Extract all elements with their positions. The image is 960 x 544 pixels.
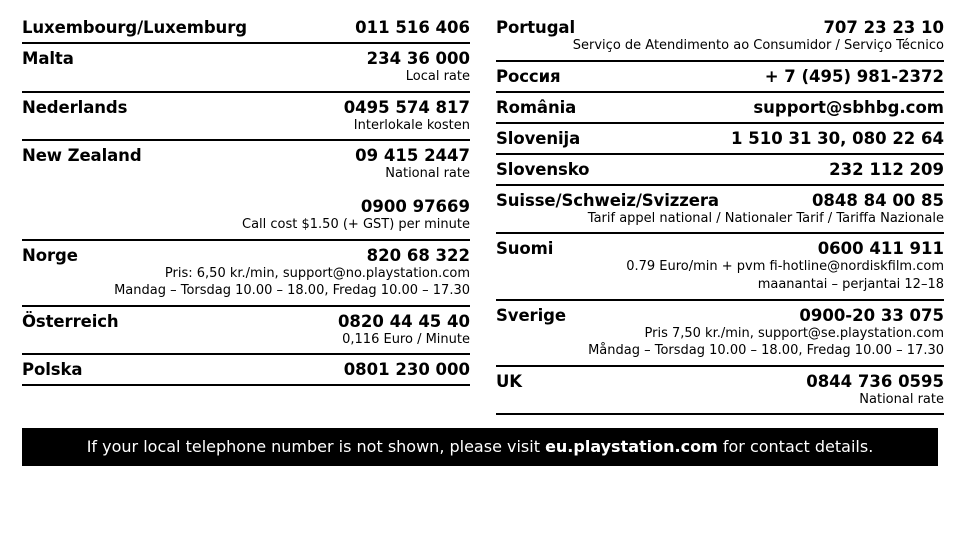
phone-number: 0848 84 00 85 [811,190,944,210]
footer-suffix-text: for contact details. [717,437,874,456]
phone-number: 0600 411 911 [817,239,944,259]
phone-number-secondary: 0900 97669 [360,196,470,216]
contact-row [22,312,470,331]
rate-note: Tarif appel national / Nationaler Tarif / Tariffa Nazionale [587,210,944,226]
hours-note: Måndag – Torsdag 10.00 – 18.00, Fredag 10.00 – 17.30 [588,343,944,359]
contact-entry [496,18,944,60]
contact-row [22,146,470,165]
contact-row [496,129,944,148]
left-column [22,18,470,386]
phone-number: 0844 736 0595 [806,371,944,391]
country-name: România [496,97,577,117]
contact-entry [22,139,470,238]
rate-note: Pris 7,50 kr./min, support@se.playstation.com [644,325,944,341]
contact-entry [22,353,470,384]
contact-row [22,18,470,37]
country-name: Suomi [496,239,554,259]
contact-row [22,49,470,68]
contact-entry [496,91,944,122]
country-name: New Zealand [22,146,142,166]
rate-note: 0.79 Euro/min + pvm fi-hotline@nordiskfilm.com [626,259,944,275]
rate-note-secondary: Call cost $1.50 (+ GST) per minute [242,216,470,232]
hours-note: maanantai – perjantai 12–18 [757,276,944,292]
phone-number: 234 36 000 [366,49,470,68]
phone-number: 0495 574 817 [343,97,470,117]
phone-number: 011 516 406 [355,18,470,37]
bottom-divider [22,384,470,386]
rate-note: 0,116 Euro / Minute [342,331,470,347]
contact-entry [496,60,944,91]
rate-note: Local rate [405,69,470,84]
contact-entry [22,42,470,91]
rate-note: National rate [385,166,470,182]
contact-row [496,160,944,179]
country-name: Sverige [496,305,566,325]
footer-website-link[interactable]: eu.playstation.com [545,437,718,456]
service-note: Serviço de Atendimento ao Consumidor / Serviço Técnico [572,38,944,53]
country-name: Malta [22,49,74,68]
contact-entry [22,305,470,354]
footer-prefix-text: If your local telephone number is not shown, please visit [86,437,546,456]
bottom-divider [496,413,944,415]
contact-entry [496,232,944,298]
right-column [496,18,944,415]
country-name: Slovensko [496,159,590,179]
contact-row [496,191,944,210]
phone-number: 0820 44 45 40 [337,311,470,331]
country-name: UK [496,371,522,391]
phone-number: + 7 (495) 981-2372 [764,66,944,86]
contact-row [496,98,944,117]
phone-number: 820 68 322 [366,245,470,265]
rate-note: Pris: 6,50 kr./min, support@no.playstation.com [164,265,470,281]
contact-entry [496,299,944,365]
country-name: Luxembourg/Luxemburg [22,18,247,37]
phone-number: 09 415 2447 [355,146,470,166]
phone-number: 0900-20 33 075 [799,305,944,325]
phone-number: 0801 230 000 [343,360,470,380]
contact-entry [496,184,944,233]
hours-note: Mandag – Torsdag 10.00 – 18.00, Fredag 10.00 – 17.30 [114,283,470,299]
country-name: Portugal [496,18,576,37]
contact-row [496,239,944,258]
contact-row [496,372,944,391]
rate-note: National rate [859,391,944,407]
contact-row [496,306,944,325]
contact-row [496,18,944,37]
country-name: Slovenija [496,128,581,148]
columns-container [22,18,944,415]
contact-entry [496,365,944,414]
phone-number: 1 510 31 30, 080 22 64 [731,128,944,148]
phone-number: 232 112 209 [829,159,944,179]
phone-number: 707 23 23 10 [823,18,944,37]
country-name: Suisse/Schweiz/Svizzera [496,190,719,210]
contact-entry [22,91,470,140]
country-name: Norge [22,245,78,265]
secondary-number-block [22,197,470,234]
rate-note: Interlokale kosten [353,117,470,133]
country-name: Polska [22,360,83,380]
contact-entry [496,153,944,184]
contact-entry [496,122,944,153]
contact-entry [22,239,470,305]
contact-email: support@sbhbg.com [753,97,944,117]
country-name: Nederlands [22,97,128,117]
contact-entry [22,18,470,42]
country-name: Россия [496,66,561,86]
contact-row [496,67,944,86]
footer-banner [22,428,938,466]
contact-row [22,98,470,117]
contact-row [22,360,470,379]
contact-row [22,246,470,265]
contact-row-secondary [22,197,470,216]
country-name: Österreich [22,311,119,331]
